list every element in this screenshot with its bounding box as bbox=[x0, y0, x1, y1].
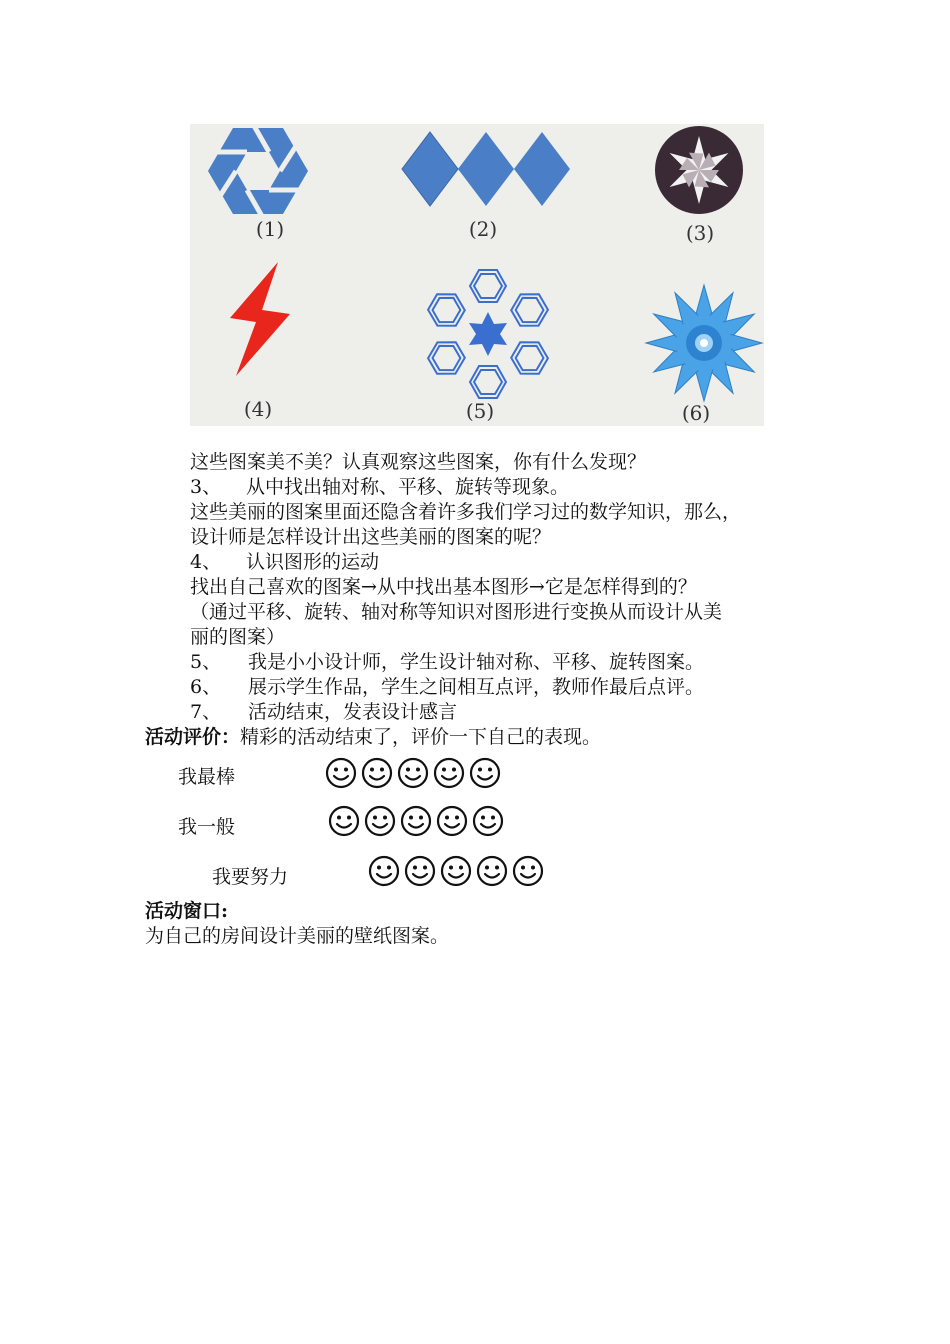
eval-smiles-average bbox=[328, 805, 504, 837]
pattern-1-label: (1) bbox=[255, 217, 285, 241]
smiley-face-icon bbox=[512, 855, 544, 887]
smiley-face-icon bbox=[469, 757, 501, 789]
observe-question: 这些图案美不美？认真观察这些图案，你有什么发现？ bbox=[190, 451, 647, 473]
pattern-3-circle-star bbox=[655, 126, 743, 214]
smiley-face-icon bbox=[325, 757, 357, 789]
pattern-2-label: (2) bbox=[468, 217, 498, 241]
smiley-face-icon bbox=[440, 855, 472, 887]
smiley-face-icon bbox=[328, 805, 360, 837]
eval-smiles-try-harder bbox=[368, 855, 544, 887]
smiley-face-icon bbox=[433, 757, 465, 789]
step-5-number: 5、 bbox=[190, 651, 222, 673]
pattern-4-lightning bbox=[230, 262, 290, 376]
step-6-number: 6、 bbox=[190, 676, 222, 698]
eval-label-best: 我最棒 bbox=[178, 766, 236, 788]
smiley-face-icon bbox=[436, 805, 468, 837]
activity-window-heading: 活动窗口: bbox=[145, 900, 229, 922]
pattern-5-label: (5) bbox=[465, 399, 495, 423]
step-5-text: 我是小小设计师，学生设计轴对称、平移、旋转图案。 bbox=[248, 651, 705, 673]
step-4 bbox=[190, 550, 379, 574]
smiley-face-icon bbox=[397, 757, 429, 789]
smiley-face-icon bbox=[400, 805, 432, 837]
process-line: 找出自己喜欢的图案→从中找出基本图形→它是怎样得到的？ bbox=[190, 576, 697, 598]
pattern-3-label: (3) bbox=[685, 221, 715, 245]
evaluation-heading: 活动评价： bbox=[145, 726, 241, 748]
step-7-number: 7、 bbox=[190, 701, 222, 723]
evaluation-intro: 精彩的活动结束了，评价一下自己的表现。 bbox=[240, 726, 602, 748]
eval-label-try-harder: 我要努力 bbox=[212, 866, 289, 888]
pattern-5-hexagon-snowflake bbox=[424, 270, 553, 398]
step-6-text: 展示学生作品，学生之间相互点评，教师作最后点评。 bbox=[248, 676, 705, 698]
smiley-face-icon bbox=[364, 805, 396, 837]
step-7 bbox=[190, 700, 457, 724]
step-3-text: 从中找出轴对称、平移、旋转等现象。 bbox=[246, 476, 570, 498]
step-3-number: 3、 bbox=[190, 476, 222, 498]
step-6 bbox=[190, 675, 704, 699]
smiley-face-icon bbox=[472, 805, 504, 837]
math-knowledge-line-2: 设计师是怎样设计出这些美丽的图案的呢？ bbox=[190, 526, 552, 548]
eval-smiles-best bbox=[325, 757, 501, 789]
step-3 bbox=[190, 475, 569, 499]
pattern-6-flower bbox=[646, 285, 762, 401]
process-note-line-2: 丽的图案） bbox=[190, 626, 286, 648]
smiley-face-icon bbox=[404, 855, 436, 887]
smiley-face-icon bbox=[361, 757, 393, 789]
pattern-1-hexagon-swirl bbox=[208, 124, 308, 218]
step-5 bbox=[190, 650, 704, 674]
step-4-number: 4、 bbox=[190, 551, 222, 573]
activity-window-text: 为自己的房间设计美丽的壁纸图案。 bbox=[145, 925, 450, 947]
pattern-6-label: (6) bbox=[681, 401, 711, 425]
math-knowledge-line-1: 这些美丽的图案里面还隐含着许多我们学习过的数学知识，那么， bbox=[190, 501, 742, 523]
smiley-face-icon bbox=[368, 855, 400, 887]
step-7-text: 活动结束，发表设计感言 bbox=[248, 701, 458, 723]
pattern-4-label: (4) bbox=[243, 397, 273, 421]
process-note-line-1: （通过平移、旋转、轴对称等知识对图形进行变换从而设计从美 bbox=[190, 601, 723, 623]
smiley-face-icon bbox=[476, 855, 508, 887]
pattern-2-diamonds bbox=[402, 132, 570, 206]
eval-label-average: 我一般 bbox=[178, 816, 236, 838]
evaluation-section bbox=[145, 725, 601, 749]
step-4-text: 认识图形的运动 bbox=[246, 551, 380, 573]
pattern-figure bbox=[190, 124, 764, 426]
